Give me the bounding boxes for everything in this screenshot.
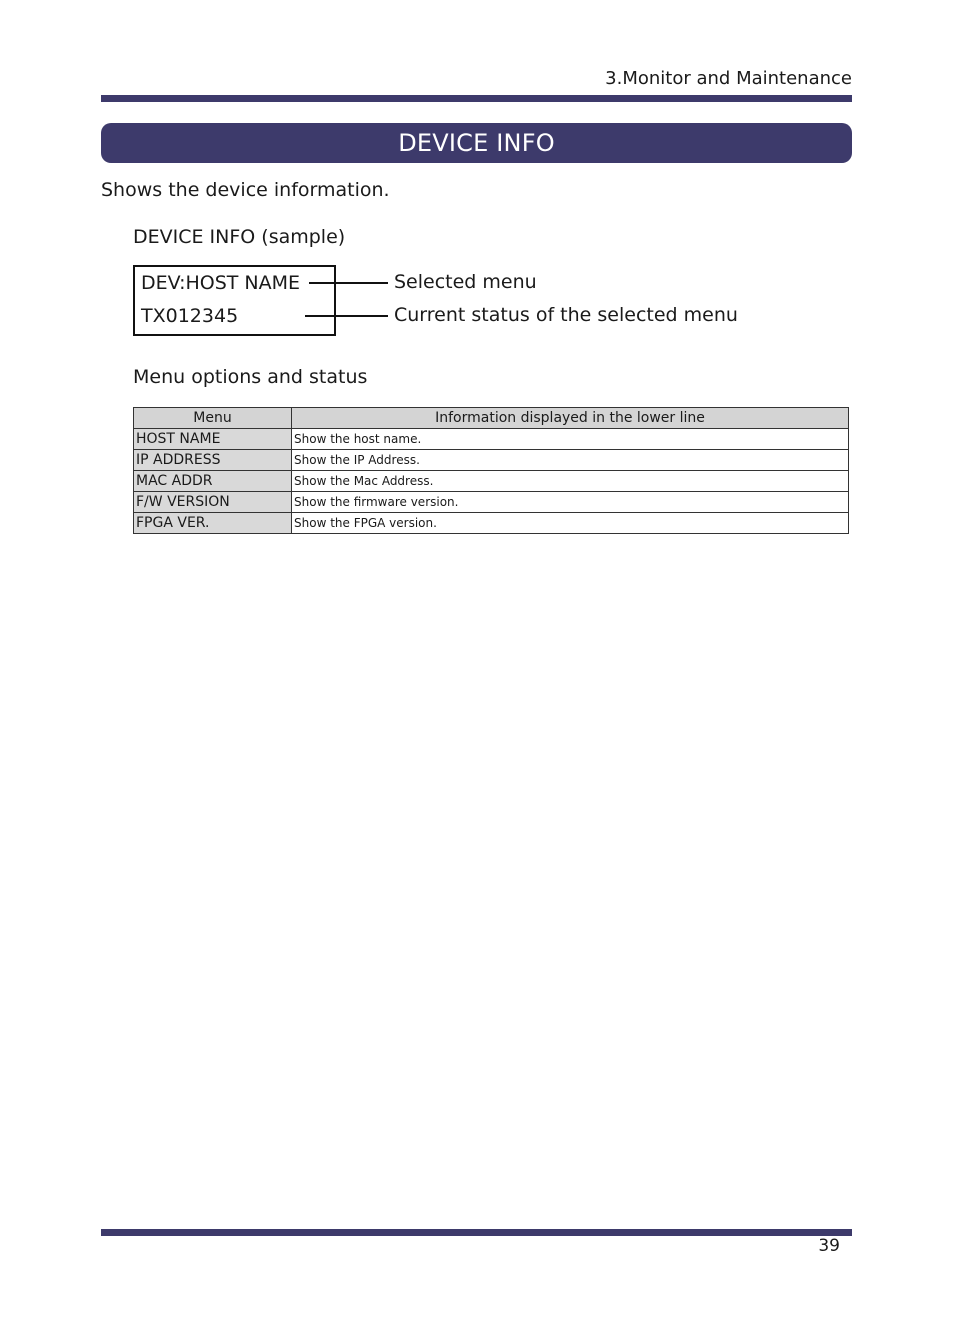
info-cell: Show the IP Address. (292, 450, 849, 471)
lcd-display-sample (133, 265, 336, 336)
table-row (134, 513, 849, 534)
table-row (134, 471, 849, 492)
table-row (134, 492, 849, 513)
chapter-header: 3.Monitor and Maintenance (605, 68, 852, 89)
lcd-line-current-status: TX012345 (141, 305, 239, 327)
menu-options-table (133, 407, 849, 534)
top-rule (101, 95, 852, 102)
sample-title: DEVICE INFO (sample) (133, 226, 346, 248)
leader-line-selected-menu (309, 282, 388, 284)
info-cell: Show the host name. (292, 429, 849, 450)
menu-cell: FPGA VER. (134, 513, 292, 534)
table-title: Menu options and status (133, 366, 368, 388)
callout-selected-menu: Selected menu (394, 271, 537, 293)
section-intro: Shows the device information. (101, 179, 390, 201)
menu-cell: F/W VERSION (134, 492, 292, 513)
table-header-row (134, 408, 849, 429)
column-header-menu: Menu (134, 408, 292, 429)
callout-current-status: Current status of the selected menu (394, 304, 738, 326)
table-row (134, 450, 849, 471)
column-header-info: Information displayed in the lower line (292, 408, 849, 429)
info-cell: Show the Mac Address. (292, 471, 849, 492)
info-cell: Show the FPGA version. (292, 513, 849, 534)
info-cell: Show the firmware version. (292, 492, 849, 513)
menu-cell: IP ADDRESS (134, 450, 292, 471)
section-title-banner: DEVICE INFO (101, 123, 852, 163)
menu-cell: HOST NAME (134, 429, 292, 450)
lcd-line-selected-menu: DEV:HOST NAME (141, 272, 301, 294)
menu-cell: MAC ADDR (134, 471, 292, 492)
table-row (134, 429, 849, 450)
page-number: 39 (818, 1236, 840, 1256)
leader-line-current-status (305, 315, 388, 317)
bottom-rule (101, 1229, 852, 1236)
